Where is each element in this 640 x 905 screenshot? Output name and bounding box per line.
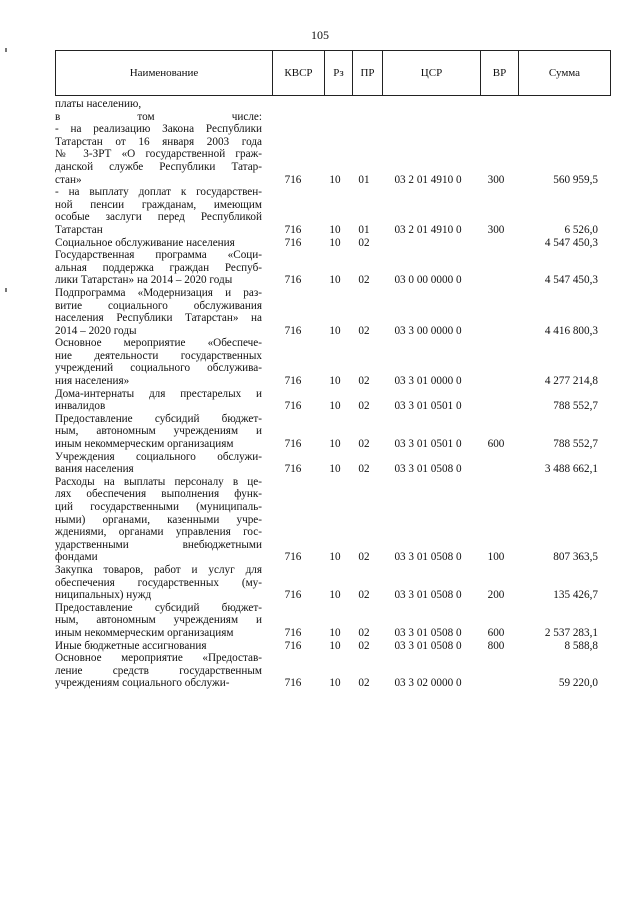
table-row [55,388,610,413]
table-row [55,111,610,187]
row-name-line: иным некоммерческим организациям [55,438,234,451]
row-sum: 560 959,5 [553,173,598,186]
header-name: Наименование [56,51,273,96]
table-row [55,413,610,451]
row-csr: 03 3 01 0501 0 [394,400,462,413]
row-csr: 03 2 01 4910 0 [394,223,462,236]
header-vr: ВР [481,51,519,96]
table-body [55,98,610,690]
row-name-line: 2014 – 2020 годы [55,324,137,337]
row-kvsr: 716 [284,626,302,639]
table-row [55,451,610,476]
row-kvsr: 716 [284,324,302,337]
header-kvsr: КВСР [273,51,325,96]
table-row [55,476,610,564]
row-name-line: Основное мероприятие «Обеспече- [55,337,262,350]
row-name-line: ным, автономным учреждениям и [55,614,262,627]
row-csr: 03 3 01 0508 0 [394,551,462,564]
header-csr: ЦСР [383,51,481,96]
row-rz: 10 [329,223,341,236]
margin-mark [5,48,7,52]
row-name-line: ния населения» [55,375,130,388]
row-kvsr: 716 [284,551,302,564]
row-name-line: Государственная программа «Соци- [55,249,262,262]
row-vr: 300 [487,173,505,186]
row-name-line: Социальное обслуживание населения [55,236,235,249]
row-csr: 03 3 01 0508 0 [394,639,462,652]
row-pr: 02 [358,274,370,287]
row-name-line: стан» [55,173,82,186]
row-name [55,640,262,653]
row-sum: 3 488 662,1 [544,463,598,476]
table-row [55,237,610,250]
row-csr: 03 3 01 0000 0 [394,375,462,388]
row-name-line: ниципальных) нужд [55,589,152,602]
row-name-line: ударственными внебюджетными [55,538,262,551]
row-rz: 10 [329,626,341,639]
row-name [55,237,262,250]
table-row [55,287,610,337]
row-name-line: - на реализацию Закона Республики [55,123,262,136]
row-name-line: - на выплату доплат к государствен- [55,186,262,199]
row-name-line: ждениями, органами управления гос- [55,526,262,539]
row-rz: 10 [329,324,341,337]
row-pr: 02 [358,589,370,602]
row-name-line: Татарстан [55,223,103,236]
header-rz: Рз [325,51,353,96]
page-number: 105 [311,28,329,42]
row-rz: 10 [329,589,341,602]
row-kvsr: 716 [284,173,302,186]
row-pr: 02 [358,626,370,639]
row-name-line: ной пенсии гражданам, имеющим [55,198,262,211]
row-name-line: учреждениям социального обслужи- [55,677,230,690]
row-rz: 10 [329,551,341,564]
table-row [55,564,610,602]
row-name-line: ций государственными (муниципаль- [55,501,262,513]
row-vr: 200 [487,589,505,602]
row-vr: 100 [487,551,505,564]
row-name-line: иным некоммерческим организациям [55,626,234,639]
row-kvsr: 716 [284,236,302,249]
row-name-line: Иные бюджетные ассигнования [55,639,207,652]
row-name-line: ным, автономным учреждениям и [55,425,262,438]
row-sum: 59 220,0 [558,677,598,690]
row-sum: 4 547 450,3 [544,236,598,249]
table-row [55,98,610,111]
row-kvsr: 716 [284,639,302,652]
row-vr: 600 [487,438,505,451]
row-pr: 02 [358,551,370,564]
row-name [55,564,262,602]
table-row [55,186,610,236]
row-rz: 10 [329,400,341,413]
row-name-line: особые заслуги перед Республикой [55,211,262,224]
row-sum: 4 416 800,3 [544,324,598,337]
row-sum: 6 526,0 [564,223,598,236]
row-name-line: вания населения [55,463,134,476]
row-csr: 03 3 01 0508 0 [394,589,462,602]
row-name [55,186,262,236]
row-name-line: в том числе: [55,110,262,123]
row-name-line: лики Татарстан» на 2014 – 2020 годы [55,274,233,287]
row-kvsr: 716 [284,677,302,690]
row-name [55,249,262,287]
row-pr: 02 [358,375,370,388]
row-kvsr: 716 [284,589,302,602]
row-kvsr: 716 [284,375,302,388]
row-name-line: фондами [55,551,98,564]
row-sum: 8 588,8 [564,639,598,652]
row-pr: 02 [358,677,370,690]
row-name-line: платы населению, [55,98,142,110]
row-name [55,388,262,413]
row-name-line: лях обеспечения выполнения функ- [55,488,262,501]
row-pr: 02 [358,639,370,652]
row-vr: 600 [487,626,505,639]
row-name [55,98,262,111]
row-name-line: Расходы на выплаты персоналу в це- [55,475,262,488]
row-csr: 03 3 02 0000 0 [394,677,462,690]
row-name [55,287,262,337]
row-pr: 02 [358,400,370,413]
row-sum: 135 426,7 [553,589,598,602]
row-kvsr: 716 [284,438,302,451]
row-rz: 10 [329,438,341,451]
row-csr: 03 3 01 0508 0 [394,463,462,476]
row-name-line: Учреждения социального обслужи- [55,450,262,463]
row-vr: 300 [487,223,505,236]
row-csr: 03 0 00 0000 0 [394,274,462,287]
row-csr: 03 3 00 0000 0 [394,324,462,337]
row-rz: 10 [329,274,341,287]
row-name-line: Основное мероприятие «Предостав- [55,652,262,665]
row-name-line: ление средств государственным [55,664,262,677]
table-header [55,50,611,96]
margin-mark [5,288,7,292]
row-rz: 10 [329,375,341,388]
row-rz: 10 [329,463,341,476]
row-name [55,337,262,387]
row-kvsr: 716 [284,400,302,413]
row-name-line: учреждений социального обслужива- [55,362,262,375]
row-name-line: Предоставление субсидий бюджет- [55,412,262,425]
row-sum: 788 552,7 [553,400,598,413]
row-csr: 03 3 01 0501 0 [394,438,462,451]
row-rz: 10 [329,236,341,249]
row-name-line: альная поддержка граждан Респуб- [55,261,262,274]
row-sum: 4 547 450,3 [544,274,598,287]
table-row [55,337,610,387]
row-rz: 10 [329,677,341,690]
table-row [55,640,610,653]
row-name [55,451,262,476]
row-kvsr: 716 [284,463,302,476]
row-name-line: ние деятельности государственных [55,349,262,362]
row-name-line: населения Республики Татарстан» на [55,312,262,325]
row-name-line: ными) органами, казенными учре- [55,513,262,526]
row-kvsr: 716 [284,274,302,287]
row-rz: 10 [329,639,341,652]
row-pr: 02 [358,463,370,476]
row-name [55,111,262,187]
row-name-line: Закупка товаров, работ и услуг для [55,563,262,576]
row-sum: 807 363,5 [553,551,598,564]
row-sum: 788 552,7 [553,438,598,451]
row-pr: 01 [358,223,370,236]
table-row [55,602,610,640]
row-name [55,652,262,690]
row-name-line: Татарстан от 16 января 2003 года [55,135,262,148]
row-name-line: витие социального обслуживания [55,299,262,312]
header-sum: Сумма [519,51,611,96]
row-pr: 02 [358,236,370,249]
table-row [55,652,610,690]
row-name-line: данской службе Республики Татар- [55,160,262,173]
row-vr: 800 [487,639,505,652]
row-name-line: Дома-интернаты для престарелых и [55,387,262,400]
row-rz: 10 [329,173,341,186]
table-row [55,249,610,287]
row-name-line: Подпрограмма «Модернизация и раз- [55,286,262,299]
row-name-line: обеспечения государственных (му- [55,576,262,589]
row-name [55,476,262,564]
row-sum: 2 537 283,1 [544,626,598,639]
row-csr: 03 3 01 0508 0 [394,626,462,639]
row-kvsr: 716 [284,223,302,236]
row-name [55,602,262,640]
row-name-line: № 3-ЗРТ «О государственной граж- [55,148,262,161]
row-pr: 02 [358,324,370,337]
row-csr: 03 2 01 4910 0 [394,173,462,186]
row-name [55,413,262,451]
row-name-line: Предоставление субсидий бюджет- [55,601,262,614]
row-name-line: инвалидов [55,400,106,413]
header-pr: ПР [353,51,383,96]
row-sum: 4 277 214,8 [544,375,598,388]
row-pr: 02 [358,438,370,451]
row-pr: 01 [358,173,370,186]
